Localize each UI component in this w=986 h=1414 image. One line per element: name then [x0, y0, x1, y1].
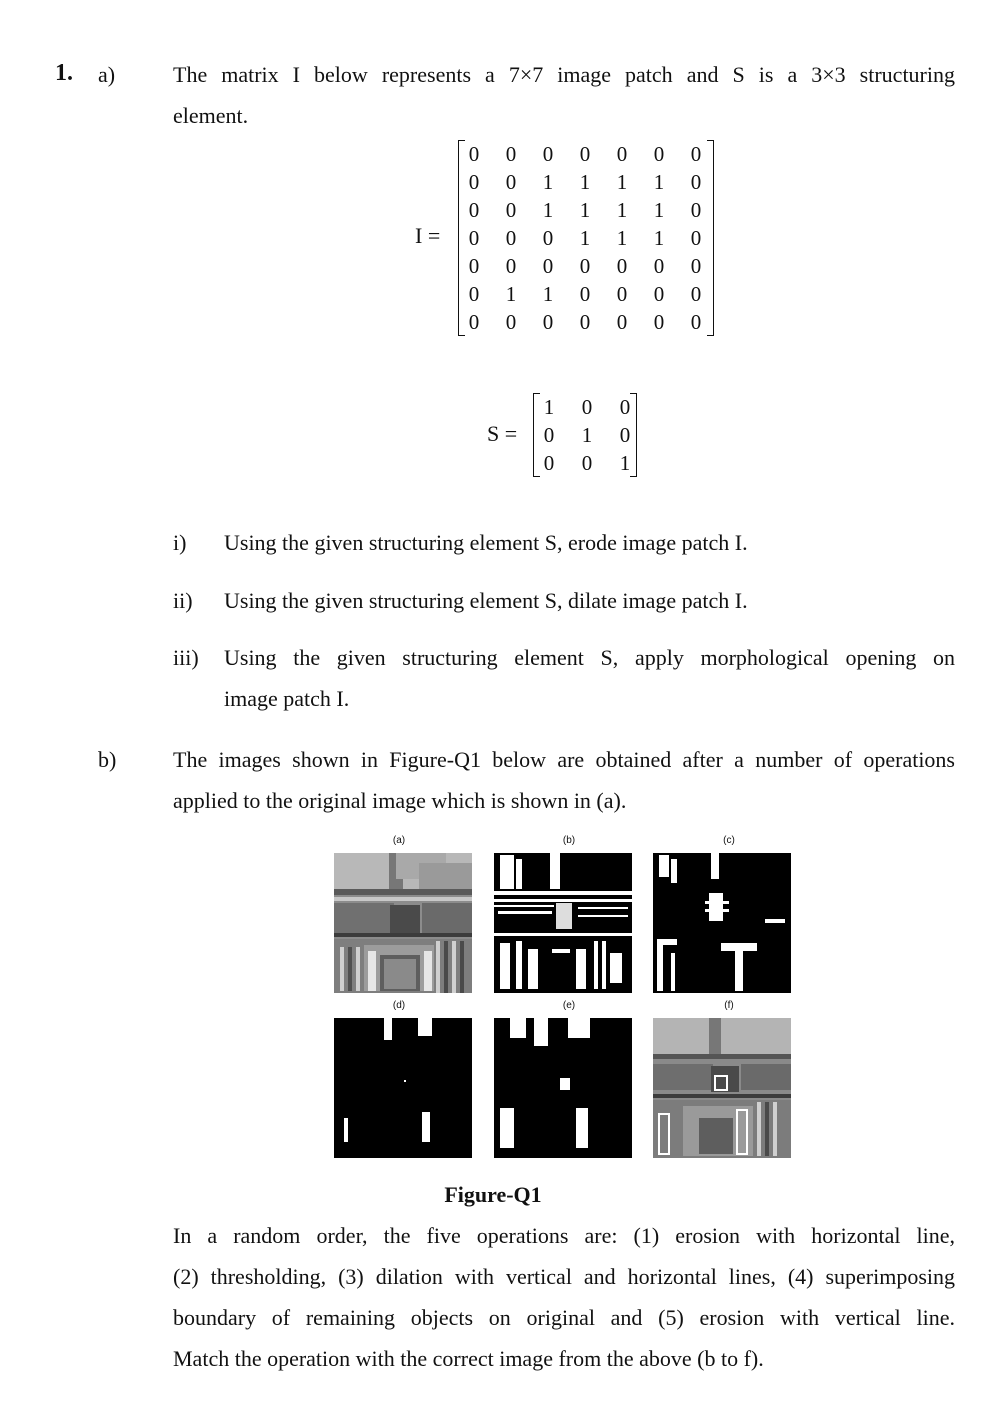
matrix-s-cell: 1	[581, 423, 593, 447]
matrix-i-cell: 0	[468, 198, 480, 222]
figure-image-e	[494, 1018, 632, 1158]
matrix-s-cell: 0	[581, 451, 593, 475]
matrix-i-cell: 1	[542, 282, 554, 306]
matrix-i-cell: 0	[690, 254, 702, 278]
matrix-s-cell: 0	[619, 395, 631, 419]
matrix-i-cell: 0	[542, 254, 554, 278]
matrix-i-cell: 0	[653, 142, 665, 166]
matrix-i-cell: 0	[505, 142, 517, 166]
operations-line3: boundary of remaining objects on original and (5) erosion with vertical line.	[173, 1305, 955, 1330]
matrix-i-cell: 0	[579, 282, 591, 306]
subpart-iii-text-line1: Using the given structuring element S, apply morphological opening on	[224, 645, 955, 670]
matrix-s-label: S =	[487, 421, 518, 446]
matrix-s-cell: 0	[543, 423, 555, 447]
matrix-i-cell: 0	[542, 310, 554, 334]
matrix-i-cell: 0	[579, 254, 591, 278]
part-b-intro-line1: The images shown in Figure-Q1 below are obtained after a number of operations	[173, 747, 955, 772]
matrix-i-cell: 0	[468, 254, 480, 278]
matrix-s-row	[533, 421, 637, 449]
matrix-i-cell: 0	[616, 254, 628, 278]
matrix-i-row	[458, 140, 714, 168]
matrix-i-cell: 0	[690, 198, 702, 222]
matrix-s-cell: 1	[543, 395, 555, 419]
figure-panel-label-a: (a)	[392, 835, 406, 846]
matrix-i-cell: 0	[579, 142, 591, 166]
matrix-i-cell: 0	[690, 170, 702, 194]
matrix-i-cell: 0	[690, 142, 702, 166]
matrix-s	[533, 393, 637, 477]
matrix-i-cell: 0	[505, 198, 517, 222]
matrix-i-cell: 0	[542, 226, 554, 250]
matrix-i-row	[458, 168, 714, 196]
matrix-i-cell: 1	[616, 198, 628, 222]
matrix-i-cell: 1	[542, 170, 554, 194]
matrix-i-cell: 0	[468, 310, 480, 334]
question-number: 1.	[55, 60, 73, 86]
matrix-i-cell: 0	[505, 226, 517, 250]
matrix-i-cell: 1	[653, 170, 665, 194]
part-a-label: a)	[98, 62, 116, 87]
subpart-ii-label: ii)	[173, 588, 193, 613]
matrix-i-cell: 0	[579, 310, 591, 334]
matrix-s-row	[533, 393, 637, 421]
figure-image-f	[653, 1018, 791, 1158]
subpart-iii-text-line2: image patch I.	[224, 686, 350, 711]
figure-image-a	[334, 853, 472, 993]
part-a-intro-line2: element.	[173, 103, 249, 128]
matrix-i-cell: 0	[690, 226, 702, 250]
matrix-s-cell: 1	[619, 451, 631, 475]
matrix-i-cell: 0	[468, 226, 480, 250]
matrix-i-cell: 0	[653, 282, 665, 306]
matrix-i-row	[458, 196, 714, 224]
matrix-i-cell: 0	[653, 310, 665, 334]
matrix-i-cell: 1	[579, 198, 591, 222]
matrix-i-cell: 1	[542, 198, 554, 222]
matrix-i-cell: 1	[653, 226, 665, 250]
matrix-i-cell: 0	[690, 310, 702, 334]
matrix-i-cell: 0	[505, 170, 517, 194]
matrix-i	[458, 140, 714, 336]
matrix-i-label: I =	[415, 223, 441, 248]
subpart-ii-text: Using the given structuring element S, dilate image patch I.	[224, 588, 748, 613]
subpart-i-text: Using the given structuring element S, erode image patch I.	[224, 530, 748, 555]
matrix-i-cell: 0	[616, 282, 628, 306]
figure-panel-label-f: (f)	[724, 1000, 734, 1011]
matrix-s-cell: 0	[619, 423, 631, 447]
subpart-iii-label: iii)	[173, 645, 199, 670]
figure-panel-label-d: (d)	[392, 1000, 406, 1011]
matrix-i-cell: 0	[690, 282, 702, 306]
matrix-i-cell: 1	[616, 170, 628, 194]
matrix-i-cell: 1	[505, 282, 517, 306]
matrix-i-cell: 0	[505, 254, 517, 278]
matrix-i-cell: 0	[468, 170, 480, 194]
matrix-i-cell: 0	[505, 310, 517, 334]
matrix-s-row	[533, 449, 637, 477]
matrix-i-row	[458, 224, 714, 252]
operations-line2: (2) thresholding, (3) dilation with vertical and horizontal lines, (4) superimposing	[173, 1264, 955, 1289]
matrix-i-cell: 0	[653, 254, 665, 278]
matrix-i-cell: 0	[468, 142, 480, 166]
subpart-i-label: i)	[173, 530, 187, 555]
part-a-intro-line1: The matrix I below represents a 7×7 image patch and S is a 3×3 structuring	[173, 62, 955, 87]
matrix-i-cell: 1	[579, 170, 591, 194]
figure-image-c	[653, 853, 791, 993]
matrix-i-cell: 1	[616, 226, 628, 250]
figure-panel-label-e: (e)	[562, 1000, 576, 1011]
matrix-s-cell: 0	[543, 451, 555, 475]
matrix-i-cell: 1	[579, 226, 591, 250]
matrix-i-cell: 0	[616, 310, 628, 334]
part-b-label: b)	[98, 747, 117, 772]
matrix-i-cell: 0	[468, 282, 480, 306]
figure-image-d	[334, 1018, 472, 1158]
matrix-i-row	[458, 308, 714, 336]
part-b-intro-line2: applied to the original image which is shown in (a).	[173, 788, 627, 813]
matrix-s-cell: 0	[581, 395, 593, 419]
figure-panel-label-b: (b)	[562, 835, 576, 846]
matrix-i-cell: 1	[653, 198, 665, 222]
matrix-i-row	[458, 280, 714, 308]
figure-caption: Figure-Q1	[444, 1182, 542, 1207]
matrix-i-row	[458, 252, 714, 280]
figure-panel-label-c: (c)	[723, 835, 735, 846]
matrix-i-cell: 0	[542, 142, 554, 166]
operations-line4: Match the operation with the correct image from the above (b to f).	[173, 1346, 764, 1371]
operations-line1: In a random order, the five operations are: (1) erosion with horizontal line,	[173, 1223, 955, 1248]
matrix-i-cell: 0	[616, 142, 628, 166]
figure-image-b	[494, 853, 632, 993]
